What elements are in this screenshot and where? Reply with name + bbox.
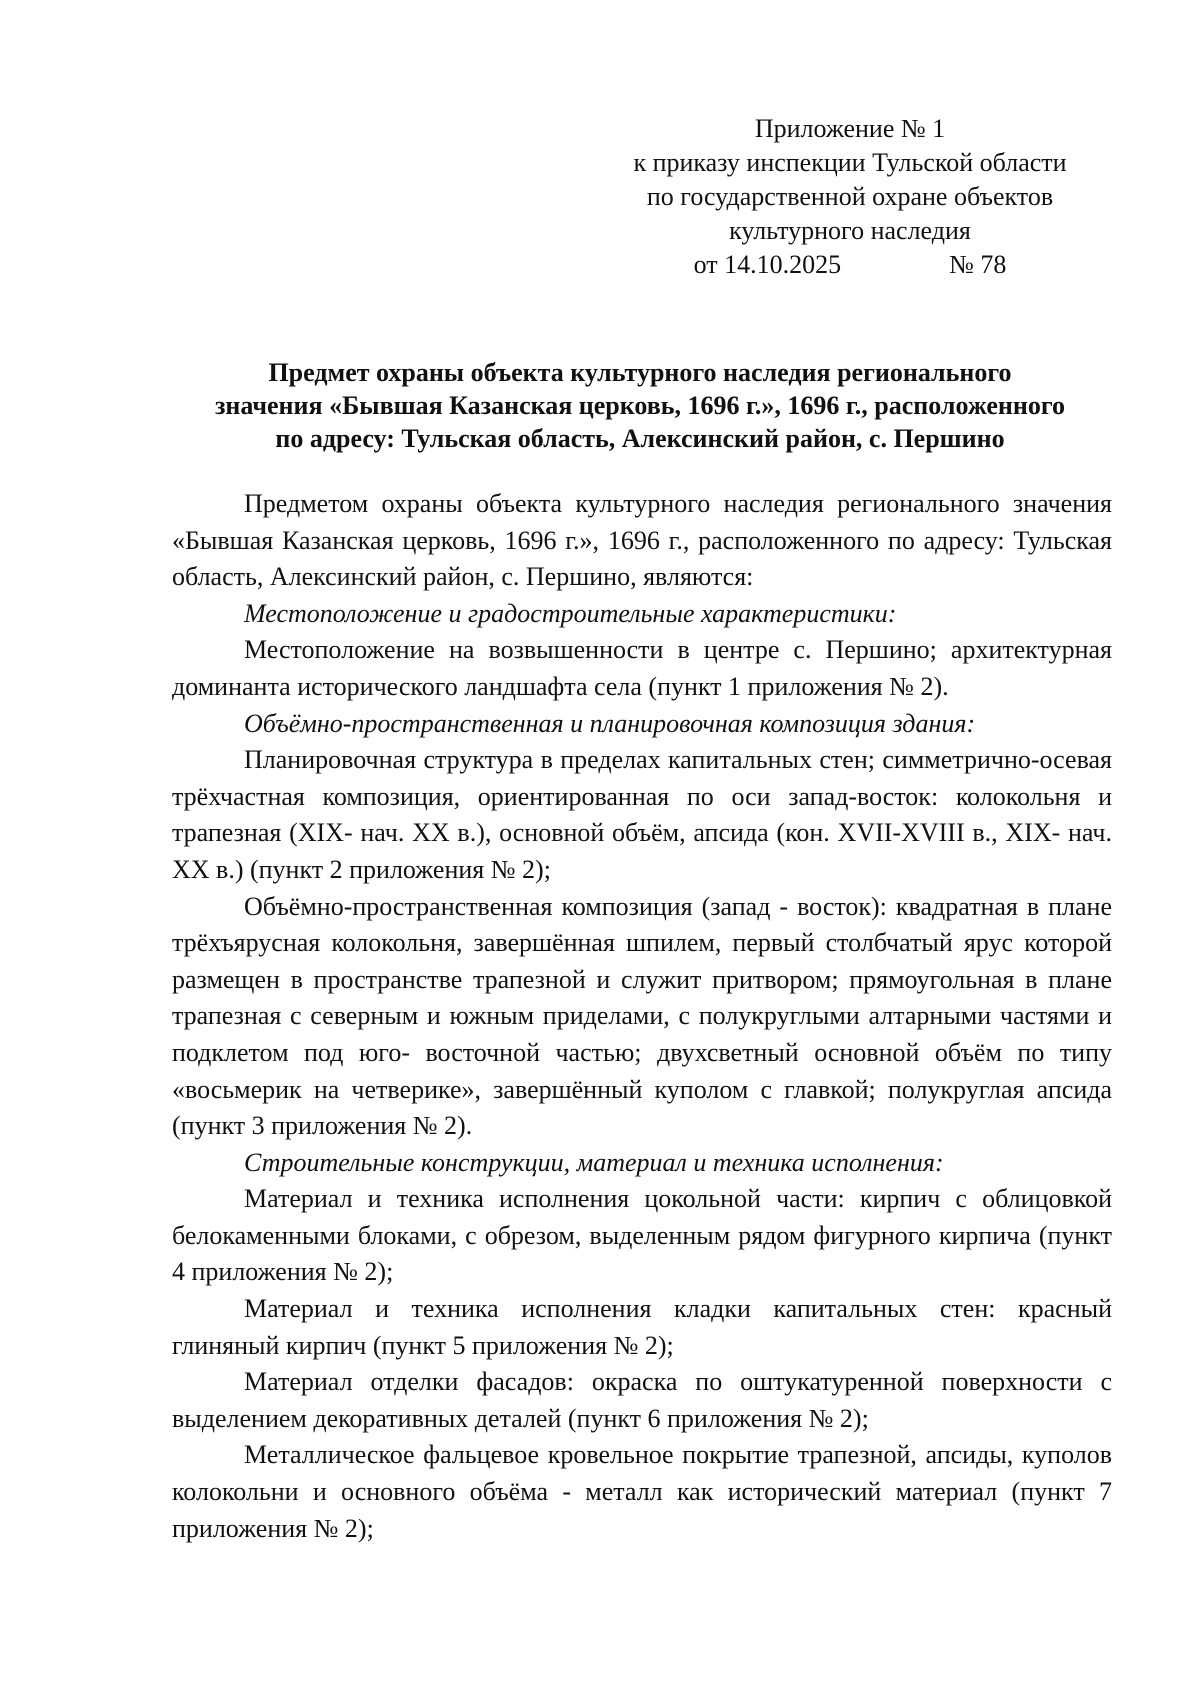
appendix-header xyxy=(600,112,1100,282)
section-heading-construction: Строительные конструкции, материал и техника исполнения: xyxy=(244,1147,944,1177)
section-heading-composition: Объёмно-пространственная и планировочная композиция здания: xyxy=(244,708,976,738)
paragraph-location: Местоположение на возвышенности в центре с. Першино; архитектурная доминанта исторического ландшафта села (пункт 1 приложения № 2). xyxy=(172,635,1112,701)
paragraph-planning-structure: Планировочная структура в пределах капитальных стен; симметрично-осевая трёхчастная композиция, ориентированная по оси запад-восток: колокольня и трапезная (XIX- нач. XX в.), основной объём, апсида (кон. XVII-XVIII в., XIX- нач. XX в.) (пункт 2 приложения № 2); xyxy=(172,745,1112,884)
order-number: № 78 xyxy=(949,250,1007,279)
section-heading-location: Местоположение и градостроительные характеристики: xyxy=(244,598,897,628)
appendix-date-line xyxy=(600,248,1100,282)
paragraph-plinth-material: Материал и техника исполнения цокольной части: кирпич с облицовкой белокаменными блоками, с обрезом, выделенным рядом фигурного кирпича (пункт 4 приложения № 2); xyxy=(172,1184,1112,1287)
order-date: от 14.10.2025 xyxy=(693,250,842,279)
title-line: Предмет охраны объекта культурного наследия регионального xyxy=(268,358,1012,387)
paragraph-wall-masonry: Материал и техника исполнения кладки капитальных стен: красный глиняный кирпич (пункт 5 приложения № 2); xyxy=(172,1294,1112,1360)
paragraph-facade-finish: Материал отделки фасадов: окраска по оштукатуренной поверхности с выделением декоративных деталей (пункт 6 приложения № 2); xyxy=(172,1367,1112,1433)
paragraph-roofing: Металлическое фальцевое кровельное покрытие трапезной, апсиды, куполов колокольни и основного объёма - металл как исторический материал (пункт 7 приложения № 2); xyxy=(172,1440,1112,1543)
appendix-agency-line-end: культурного наследия xyxy=(729,216,971,245)
document-body xyxy=(172,486,1112,1547)
title-line: по адресу: Тульская область, Алексинский район, с. Першино xyxy=(275,424,1005,453)
title-line: значения «Бывшая Казанская церковь, 1696 г.», 1696 г., расположенного xyxy=(214,391,1066,420)
appendix-agency-line: по государственной охране объектов xyxy=(646,182,1054,211)
paragraph-volume-composition: Объёмно-пространственная композиция (запад - восток): квадратная в плане трёхъярусная колокольня, завершённая шпилем, первый столбчатый ярус которой размещен в пространстве трапезной и служит притвором; прямоугольная в плане трапезная с северным и южным приделами, с полукруглыми алтарными частями и подклетом под юго- восточной частью; двухсветный основной объём по типу «восьмерик на четверике», завершённый куполом с главкой; полукруглая апсида (пункт 3 приложения № 2). xyxy=(172,891,1112,1141)
document-title xyxy=(168,356,1112,455)
appendix-order-ref: к приказу инспекции Тульской области xyxy=(633,148,1067,177)
appendix-number: Приложение № 1 xyxy=(754,114,946,143)
intro-paragraph: Предметом охраны объекта культурного наследия регионального значения «Бывшая Казанская церковь, 1696 г.», 1696 г., расположенного по адресу: Тульская область, Алексинский район, с. Першино, являются: xyxy=(172,489,1112,592)
